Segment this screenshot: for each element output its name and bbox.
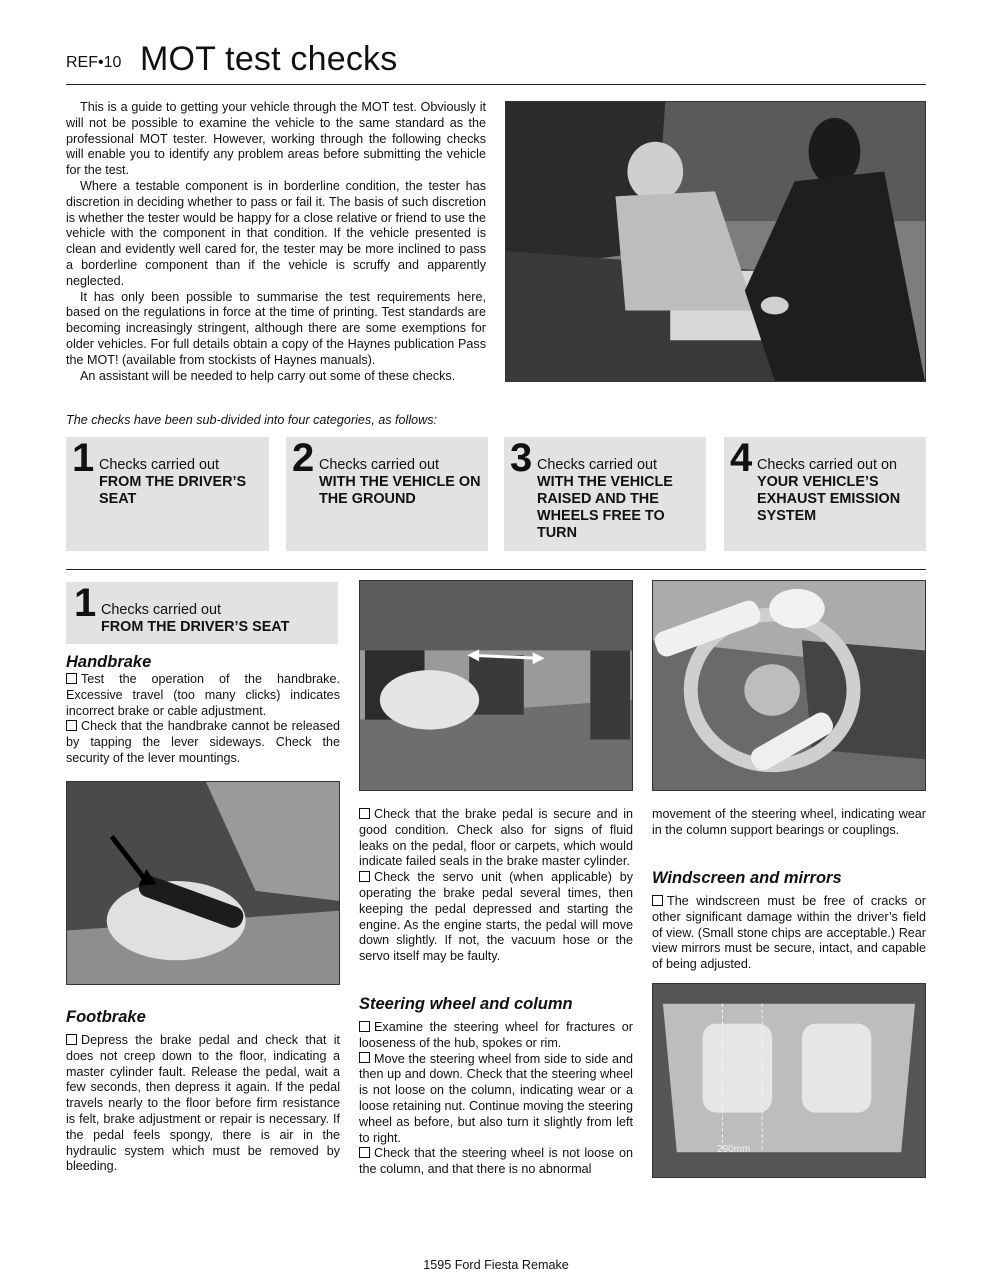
checkbox-icon [652, 895, 663, 906]
section-title: FROM THE DRIVER’S SEAT [101, 619, 290, 635]
intro-paragraph: Where a testable component is in borderline condition, the tester has discretion in deciding whether to pass or fail it. The basis of such discretion is whether the tester would be happy for a close relative or friend to use the vehicle with the component in that condition. If the vehicle presented is clean and evidently well cared for, the tester may be more inclined to pass a borderline component than if the vehicle is scruffy and apparently neglected. [66, 178, 486, 288]
check-item: The windscreen must be free of cracks or other significant damage within the driver’s field of view. (Small stone chips are acceptable.) Rear view mirrors must be secure, intact, and capable of being adjusted. [652, 894, 926, 972]
section-label: Checks carried out [101, 602, 221, 618]
checkbox-icon [66, 1034, 77, 1045]
category-title: WITH THE VEHICLE ON THE GROUND [319, 474, 481, 507]
category-label: Checks carried out [319, 457, 439, 473]
categories-note: The checks have been sub-divided into four categories, as follows: [66, 413, 438, 427]
handbrake-heading: Handbrake [66, 653, 152, 671]
checkbox-icon [66, 720, 77, 731]
brake-pedal-photo [359, 580, 633, 791]
handbrake-text [66, 672, 340, 767]
windscreen-text [652, 894, 926, 973]
steering-heading: Steering wheel and column [359, 995, 573, 1013]
category-box-3 [504, 437, 706, 551]
mechanics-photo [505, 101, 926, 382]
windscreen-photo [652, 983, 926, 1178]
checkbox-icon [359, 1052, 370, 1063]
page-footer: 1595 Ford Fiesta Remake [423, 1258, 569, 1272]
check-item: Check the servo unit (when applicable) by operating the brake pedal several times, then keeping the pedal depressed and starting the engine. As the engine starts, the pedal will move down slightly. If not, the vacuum hose or the servo itself may be faulty. [359, 870, 633, 964]
checkbox-icon [66, 673, 77, 684]
category-number: 1 [72, 436, 95, 480]
category-box-4 [724, 437, 926, 551]
checkbox-icon [359, 808, 370, 819]
brake-check-text [359, 807, 633, 965]
category-number: 2 [292, 436, 315, 480]
category-number: 4 [730, 436, 753, 480]
category-label: Checks carried out on [757, 457, 897, 473]
section-1-box [66, 582, 338, 644]
header-rule [66, 84, 926, 85]
check-item: Examine the steering wheel for fractures or looseness of the hub, spokes or rim. [359, 1020, 633, 1050]
section-rule [66, 569, 926, 570]
check-item: Test the operation of the handbrake. Excessive travel (too many clicks) indicates incorrect brake or cable adjustment. [66, 672, 340, 718]
checkbox-icon [359, 1147, 370, 1158]
category-title: FROM THE DRIVER’S SEAT [99, 474, 247, 507]
category-label: Checks carried out [99, 457, 219, 473]
category-box-2 [286, 437, 488, 551]
intro-paragraph: It has only been possible to summarise the test requirements here, based on the regulations in force at the time of printing. Test standards are becoming increasingly stringent, although there are some exemptions for older vehicles. For full details obtain a copy of the Haynes publication Pass the MOT! (available from stockists of Haynes manuals). [66, 289, 486, 367]
page-reference: REF•10 [66, 54, 122, 71]
category-label: Checks carried out [537, 457, 657, 473]
section-number: 1 [74, 581, 97, 625]
category-title: WITH THE VEHICLE RAISED AND THE WHEELS FREE TO TURN [537, 474, 673, 541]
steering-wheel-photo [652, 580, 926, 791]
check-item: Move the steering wheel from side to side and then up and down. Check that the steering wheel is not loose on the column, indicating wear or a loose retaining nut. Continue moving the steering wheel as before, but also turn it slightly from left to right. [359, 1051, 633, 1145]
check-item: Check that the brake pedal is secure and in good condition. Check also for signs of fluid leaks on the pedal, floor or carpets, which would indicate failed seals in the brake master cylinder. [359, 807, 633, 869]
windscreen-heading: Windscreen and mirrors [652, 869, 842, 887]
footbrake-heading: Footbrake [66, 1008, 146, 1026]
checkbox-icon [359, 871, 370, 882]
handbrake-photo [66, 781, 340, 985]
check-item: Depress the brake pedal and check that it does not creep down to the floor, indicating a master cylinder fault. Release the pedal, wait a few seconds, then depress it again. If the pedal travels nearly to the floor before firm resistance is felt, brake adjustment or repair is necessary. If the pedal feels spongy, there is air in the hydraulic system which must be removed by bleeding. [66, 1033, 340, 1174]
intro-paragraph: An assistant will be needed to help carry out some of these checks. [80, 368, 456, 383]
intro-paragraph: This is a guide to getting your vehicle through the MOT test. Obviously it will not be possible to examine the vehicle to the same standard as the professional MOT tester. However, working through the following checks will enable you to identify any problem areas before submitting the vehicle for the test. [66, 100, 486, 178]
steering-text [359, 1020, 633, 1178]
measurement-label: 290mm [717, 1144, 751, 1155]
page-title: MOT test checks [140, 40, 398, 78]
category-number: 3 [510, 436, 533, 480]
checkbox-icon [359, 1021, 370, 1032]
intro-text [66, 100, 486, 384]
steering-continuation: movement of the steering wheel, indicating wear in the column support bearings or couplings. [652, 807, 926, 837]
check-item: Check that the steering wheel is not loose on the column, and that there is no abnormal [359, 1146, 633, 1177]
category-box-1 [66, 437, 269, 551]
footbrake-text [66, 1033, 340, 1175]
category-title: YOUR VEHICLE’S EXHAUST EMISSION SYSTEM [757, 474, 901, 524]
check-item: Check that the handbrake cannot be released by tapping the lever sideways. Check the security of the lever mountings. [66, 719, 340, 765]
